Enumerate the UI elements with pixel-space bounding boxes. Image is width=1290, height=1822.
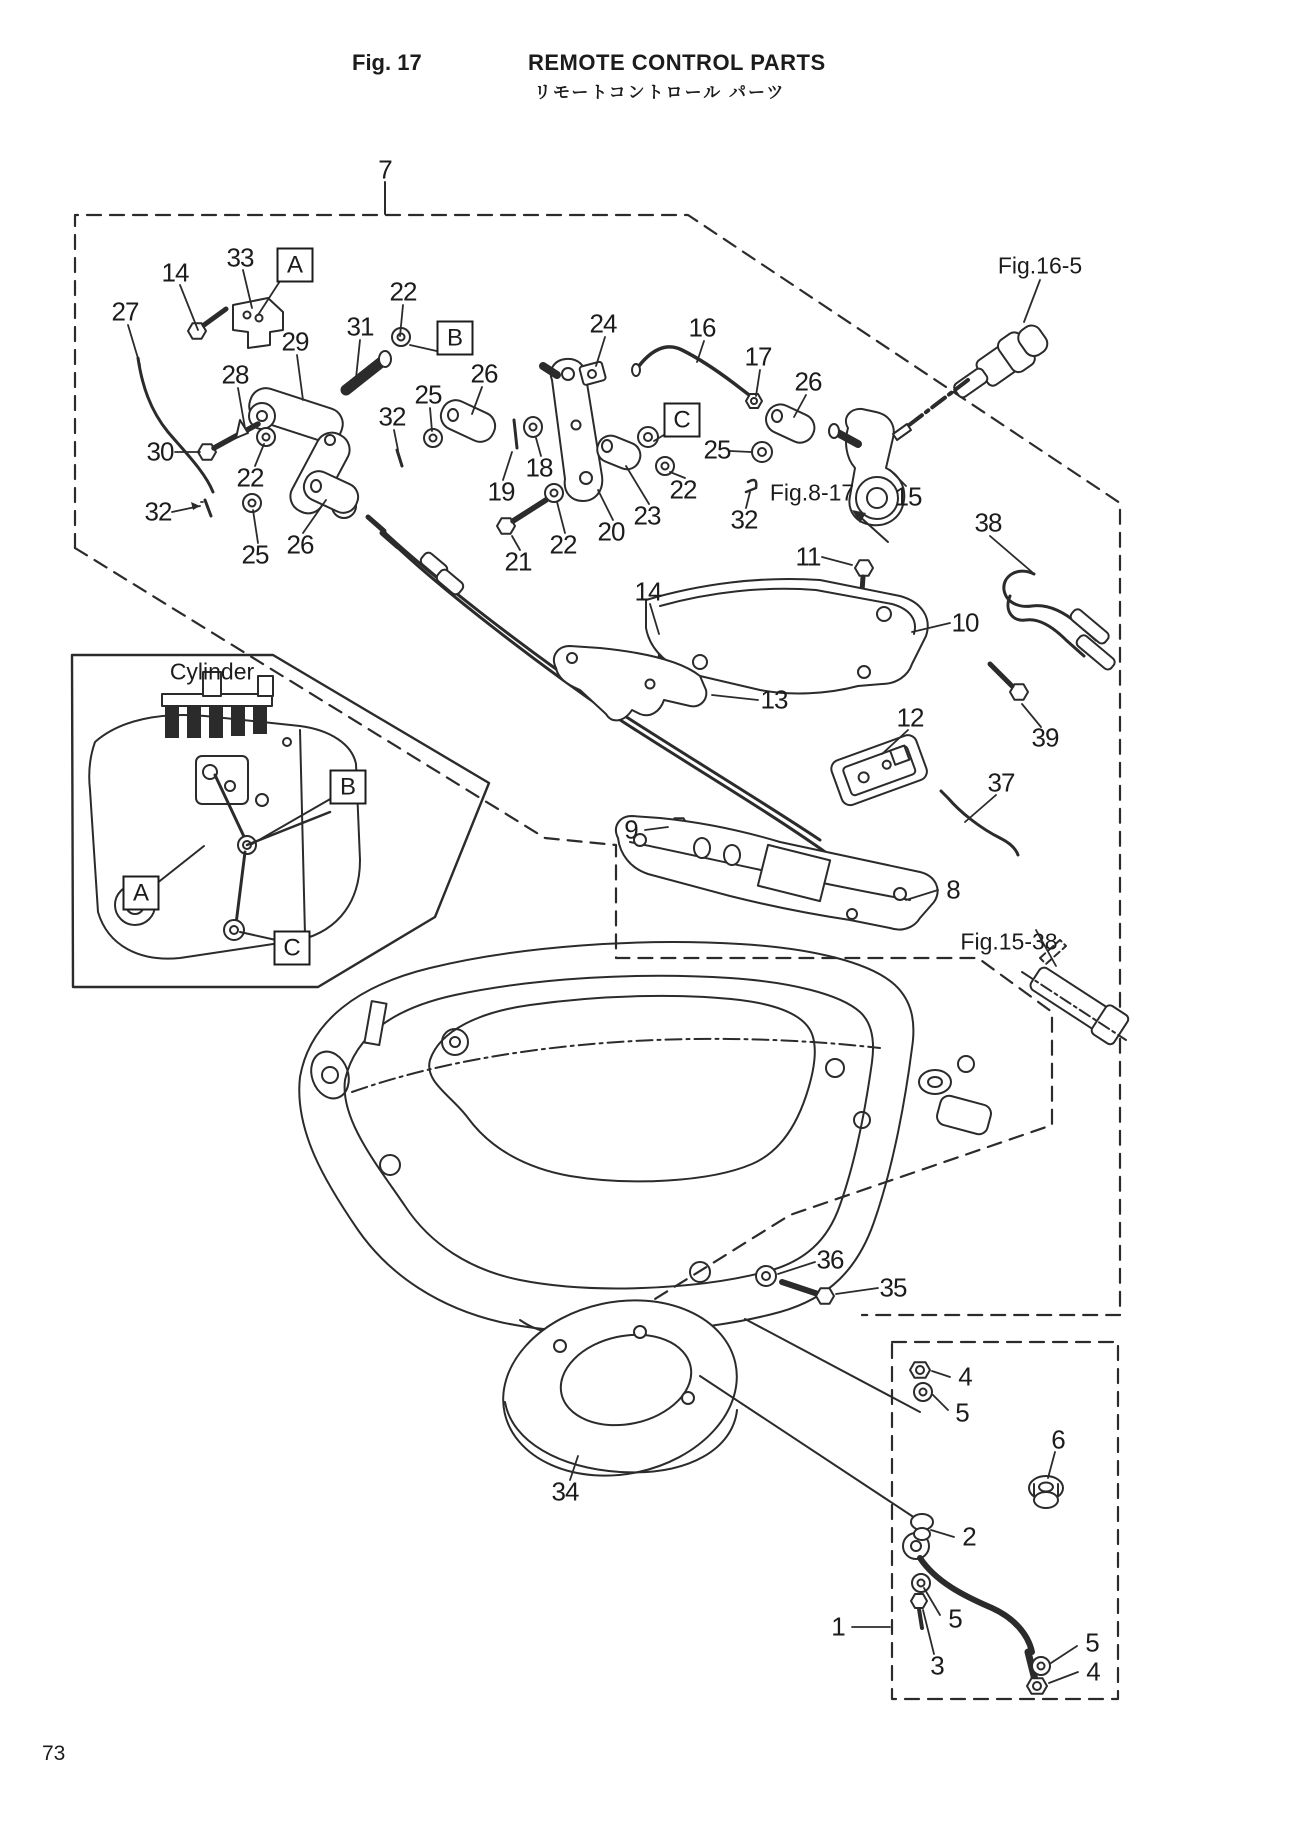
part-6-grommet: [1029, 1476, 1063, 1508]
part-label-39: 39: [1031, 722, 1059, 753]
part-2-bushing: [911, 1514, 933, 1540]
part-30-bolt: [198, 424, 258, 460]
part-label-5: 5: [955, 1397, 969, 1428]
part-27-rod: [138, 358, 213, 492]
part-label-37: 37: [987, 767, 1015, 798]
part-label-28: 28: [221, 359, 249, 390]
part-14-bolt-a: [188, 309, 226, 339]
part-15-bracket: [829, 409, 904, 525]
part-label-5: 5: [948, 1603, 962, 1634]
part-33-bracket: [233, 298, 283, 348]
part-label-14: 14: [161, 257, 189, 288]
part-label-27: 27: [111, 296, 139, 327]
part-label-36: 36: [816, 1244, 844, 1275]
fig16-5-connector: [893, 318, 1054, 440]
part-label-14: 14: [634, 576, 662, 607]
part-label-22: 22: [549, 529, 577, 560]
part-label-34: 34: [551, 1476, 579, 1507]
ref-box-b: B: [330, 770, 367, 805]
part-label-1: 1: [831, 1611, 845, 1642]
part-19-pin: [514, 420, 517, 448]
part-label-22: 22: [669, 474, 697, 505]
part-label-32: 32: [144, 496, 172, 527]
part-label-15: 15: [894, 481, 922, 512]
fig15-38-latch: [1022, 940, 1130, 1046]
part-label-35: 35: [879, 1272, 907, 1303]
page-title: REMOTE CONTROL PARTS: [528, 50, 826, 75]
part-34-mount: [487, 1279, 754, 1496]
figure-reference: Fig.16-5: [997, 252, 1083, 279]
part-label-22: 22: [389, 276, 417, 307]
part-label-38: 38: [974, 507, 1002, 538]
part-26-bushing-b: [436, 396, 499, 447]
part-26-bushing-c: [761, 400, 819, 447]
part-label-2: 2: [962, 1521, 976, 1552]
part-16-cable: [636, 347, 757, 401]
ref-box-a: A: [277, 248, 314, 283]
ref-box-c: C: [664, 403, 701, 438]
ref-box-b: B: [437, 321, 474, 356]
part-label-3: 3: [930, 1650, 944, 1681]
part-label-20: 20: [597, 516, 625, 547]
page-title-japanese: リモートコントロール パーツ: [534, 83, 786, 102]
part-label-11: 11: [795, 541, 821, 572]
ref-box-c: C: [274, 931, 311, 966]
part-label-32: 32: [378, 401, 406, 432]
figure-number: Fig. 17: [352, 50, 422, 75]
part-label-26: 26: [470, 358, 498, 389]
part-label-16: 16: [688, 312, 716, 343]
part-label-25: 25: [414, 379, 442, 410]
ref-box-a: A: [123, 876, 160, 911]
part-12-block: [829, 733, 930, 808]
part-label-24: 24: [589, 308, 617, 339]
part-label-19: 19: [487, 476, 515, 507]
page-number: 73: [42, 1742, 66, 1765]
part-label-21: 21: [504, 546, 532, 577]
part-label-12: 12: [896, 702, 924, 733]
part-37-rod: [941, 791, 1018, 855]
part-label-8: 8: [946, 874, 960, 905]
part-label-9: 9: [624, 814, 638, 845]
part-8-housing: [616, 816, 938, 930]
part-28-clip: [236, 420, 248, 438]
part-label-30: 30: [146, 436, 174, 467]
part-label-26: 26: [286, 529, 314, 560]
part-label-5: 5: [1085, 1627, 1099, 1658]
cylinder-inset-label: Cylinder: [169, 658, 255, 685]
figure-reference: Fig.8-17: [769, 479, 855, 506]
part-38-cable: [1004, 571, 1117, 671]
figure-reference: Fig.15-38: [960, 928, 1058, 955]
part-label-17: 17: [744, 341, 772, 372]
part-label-13: 13: [760, 684, 788, 715]
part-label-18: 18: [525, 452, 553, 483]
part-39-bolt: [990, 664, 1028, 700]
part-label-4: 4: [1086, 1656, 1100, 1687]
part-label-33: 33: [226, 242, 254, 273]
part-label-23: 23: [633, 500, 661, 531]
part-label-25: 25: [703, 434, 731, 465]
part-3-bolt: [911, 1594, 927, 1628]
part-label-7: 7: [378, 154, 392, 185]
part-label-10: 10: [951, 607, 979, 638]
part-label-32: 32: [730, 504, 758, 535]
part-label-26: 26: [794, 366, 822, 397]
part-label-31: 31: [346, 311, 374, 342]
part-label-6: 6: [1051, 1424, 1065, 1455]
part-17-nut: [746, 394, 762, 408]
part-label-22: 22: [236, 462, 264, 493]
part-label-29: 29: [281, 326, 309, 357]
part-label-25: 25: [241, 539, 269, 570]
part-label-4: 4: [958, 1361, 972, 1392]
part-31-pin: [346, 351, 391, 390]
